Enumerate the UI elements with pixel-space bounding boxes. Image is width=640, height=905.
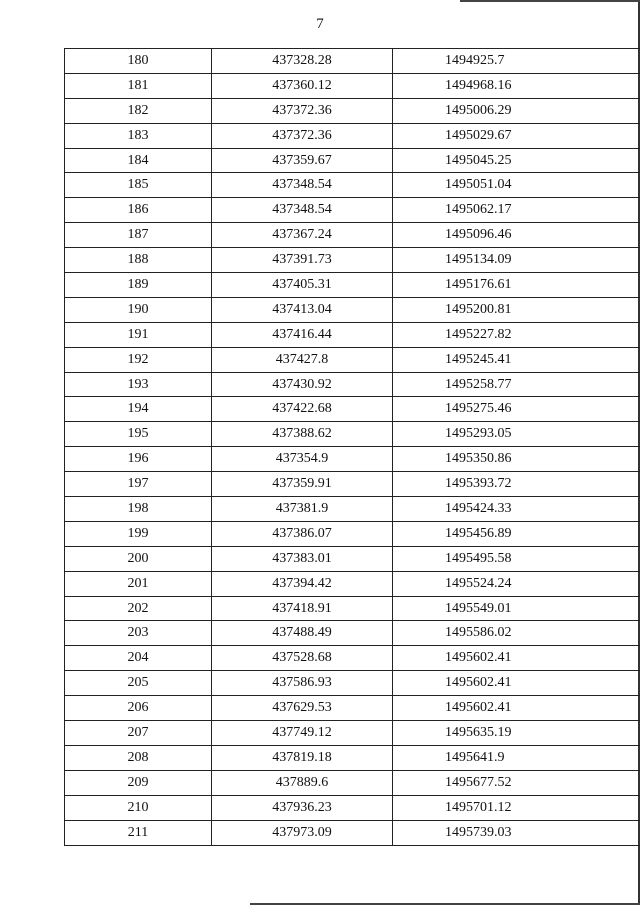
- table-row: [65, 73, 640, 98]
- point-number-cell: 189: [65, 273, 212, 298]
- table-row: [65, 98, 640, 123]
- point-number-cell: 211: [65, 820, 212, 845]
- point-number-cell: 206: [65, 696, 212, 721]
- point-number-cell: 197: [65, 472, 212, 497]
- x-coordinate-cell: 437359.67: [212, 148, 393, 173]
- x-coordinate-cell: 437367.24: [212, 223, 393, 248]
- x-coordinate-cell: 437528.68: [212, 646, 393, 671]
- x-coordinate-cell: 437586.93: [212, 671, 393, 696]
- y-coordinate-cell: 1495350.86: [393, 447, 640, 472]
- y-coordinate-cell: 1495062.17: [393, 198, 640, 223]
- coordinates-table: [64, 48, 640, 846]
- point-number-cell: 190: [65, 297, 212, 322]
- point-number-cell: 187: [65, 223, 212, 248]
- table-row: [65, 273, 640, 298]
- point-number-cell: 188: [65, 248, 212, 273]
- table-row: [65, 646, 640, 671]
- table-row: [65, 173, 640, 198]
- x-coordinate-cell: 437328.28: [212, 49, 393, 74]
- y-coordinate-cell: 1495045.25: [393, 148, 640, 173]
- x-coordinate-cell: 437359.91: [212, 472, 393, 497]
- x-coordinate-cell: 437430.92: [212, 372, 393, 397]
- x-coordinate-cell: 437354.9: [212, 447, 393, 472]
- x-coordinate-cell: 437381.9: [212, 497, 393, 522]
- table-row: [65, 447, 640, 472]
- x-coordinate-cell: 437360.12: [212, 73, 393, 98]
- point-number-cell: 210: [65, 795, 212, 820]
- table-row: [65, 546, 640, 571]
- point-number-cell: 193: [65, 372, 212, 397]
- x-coordinate-cell: 437819.18: [212, 745, 393, 770]
- point-number-cell: 183: [65, 123, 212, 148]
- x-coordinate-cell: 437391.73: [212, 248, 393, 273]
- point-number-cell: 204: [65, 646, 212, 671]
- y-coordinate-cell: 1495096.46: [393, 223, 640, 248]
- x-coordinate-cell: 437488.49: [212, 621, 393, 646]
- table-row: [65, 745, 640, 770]
- table-row: [65, 297, 640, 322]
- point-number-cell: 192: [65, 347, 212, 372]
- point-number-cell: 209: [65, 770, 212, 795]
- table-row: [65, 795, 640, 820]
- point-number-cell: 205: [65, 671, 212, 696]
- y-coordinate-cell: 1495586.02: [393, 621, 640, 646]
- y-coordinate-cell: 1495602.41: [393, 696, 640, 721]
- x-coordinate-cell: 437348.54: [212, 198, 393, 223]
- y-coordinate-cell: 1495006.29: [393, 98, 640, 123]
- table-row: [65, 770, 640, 795]
- y-coordinate-cell: 1495549.01: [393, 596, 640, 621]
- table-row: [65, 621, 640, 646]
- y-coordinate-cell: 1495602.41: [393, 646, 640, 671]
- x-coordinate-cell: 437427.8: [212, 347, 393, 372]
- x-coordinate-cell: 437418.91: [212, 596, 393, 621]
- table-row: [65, 671, 640, 696]
- table-row: [65, 198, 640, 223]
- y-coordinate-cell: 1494968.16: [393, 73, 640, 98]
- y-coordinate-cell: 1495602.41: [393, 671, 640, 696]
- table-row: [65, 497, 640, 522]
- table-row: [65, 422, 640, 447]
- x-coordinate-cell: 437386.07: [212, 521, 393, 546]
- x-coordinate-cell: 437383.01: [212, 546, 393, 571]
- y-coordinate-cell: 1495456.89: [393, 521, 640, 546]
- y-coordinate-cell: 1495176.61: [393, 273, 640, 298]
- y-coordinate-cell: 1495524.24: [393, 571, 640, 596]
- x-coordinate-cell: 437372.36: [212, 98, 393, 123]
- y-coordinate-cell: 1495677.52: [393, 770, 640, 795]
- y-coordinate-cell: 1495029.67: [393, 123, 640, 148]
- table-row: [65, 248, 640, 273]
- x-coordinate-cell: 437394.42: [212, 571, 393, 596]
- y-coordinate-cell: 1495641.9: [393, 745, 640, 770]
- point-number-cell: 191: [65, 322, 212, 347]
- table-row: [65, 372, 640, 397]
- table-row: [65, 571, 640, 596]
- table-row: [65, 521, 640, 546]
- y-coordinate-cell: 1495227.82: [393, 322, 640, 347]
- point-number-cell: 185: [65, 173, 212, 198]
- point-number-cell: 195: [65, 422, 212, 447]
- x-coordinate-cell: 437936.23: [212, 795, 393, 820]
- x-coordinate-cell: 437629.53: [212, 696, 393, 721]
- x-coordinate-cell: 437973.09: [212, 820, 393, 845]
- point-number-cell: 182: [65, 98, 212, 123]
- x-coordinate-cell: 437749.12: [212, 721, 393, 746]
- point-number-cell: 198: [65, 497, 212, 522]
- x-coordinate-cell: 437348.54: [212, 173, 393, 198]
- point-number-cell: 194: [65, 397, 212, 422]
- table-row: [65, 472, 640, 497]
- page-number: 7: [316, 16, 324, 32]
- point-number-cell: 203: [65, 621, 212, 646]
- table-row: [65, 347, 640, 372]
- point-number-cell: 208: [65, 745, 212, 770]
- point-number-cell: 200: [65, 546, 212, 571]
- table-row: [65, 123, 640, 148]
- point-number-cell: 184: [65, 148, 212, 173]
- y-coordinate-cell: 1495051.04: [393, 173, 640, 198]
- x-coordinate-cell: 437405.31: [212, 273, 393, 298]
- table-row: [65, 148, 640, 173]
- x-coordinate-cell: 437388.62: [212, 422, 393, 447]
- point-number-cell: 186: [65, 198, 212, 223]
- table-row: [65, 696, 640, 721]
- x-coordinate-cell: 437416.44: [212, 322, 393, 347]
- y-coordinate-cell: 1495393.72: [393, 472, 640, 497]
- point-number-cell: 196: [65, 447, 212, 472]
- table-row: [65, 397, 640, 422]
- y-coordinate-cell: 1495200.81: [393, 297, 640, 322]
- y-coordinate-cell: 1495258.77: [393, 372, 640, 397]
- point-number-cell: 207: [65, 721, 212, 746]
- y-coordinate-cell: 1495495.58: [393, 546, 640, 571]
- y-coordinate-cell: 1494925.7: [393, 49, 640, 74]
- table-row: [65, 820, 640, 845]
- x-coordinate-cell: 437889.6: [212, 770, 393, 795]
- y-coordinate-cell: 1495701.12: [393, 795, 640, 820]
- point-number-cell: 199: [65, 521, 212, 546]
- y-coordinate-cell: 1495245.41: [393, 347, 640, 372]
- y-coordinate-cell: 1495275.46: [393, 397, 640, 422]
- table-row: [65, 322, 640, 347]
- table-row: [65, 49, 640, 74]
- y-coordinate-cell: 1495293.05: [393, 422, 640, 447]
- y-coordinate-cell: 1495739.03: [393, 820, 640, 845]
- y-coordinate-cell: 1495424.33: [393, 497, 640, 522]
- point-number-cell: 202: [65, 596, 212, 621]
- point-number-cell: 201: [65, 571, 212, 596]
- point-number-cell: 180: [65, 49, 212, 74]
- point-number-cell: 181: [65, 73, 212, 98]
- table-row: [65, 596, 640, 621]
- x-coordinate-cell: 437372.36: [212, 123, 393, 148]
- scan-edge-top: [460, 0, 640, 2]
- y-coordinate-cell: 1495635.19: [393, 721, 640, 746]
- table-row: [65, 223, 640, 248]
- y-coordinate-cell: 1495134.09: [393, 248, 640, 273]
- coordinates-table-body: [65, 49, 640, 846]
- table-row: [65, 721, 640, 746]
- x-coordinate-cell: 437413.04: [212, 297, 393, 322]
- x-coordinate-cell: 437422.68: [212, 397, 393, 422]
